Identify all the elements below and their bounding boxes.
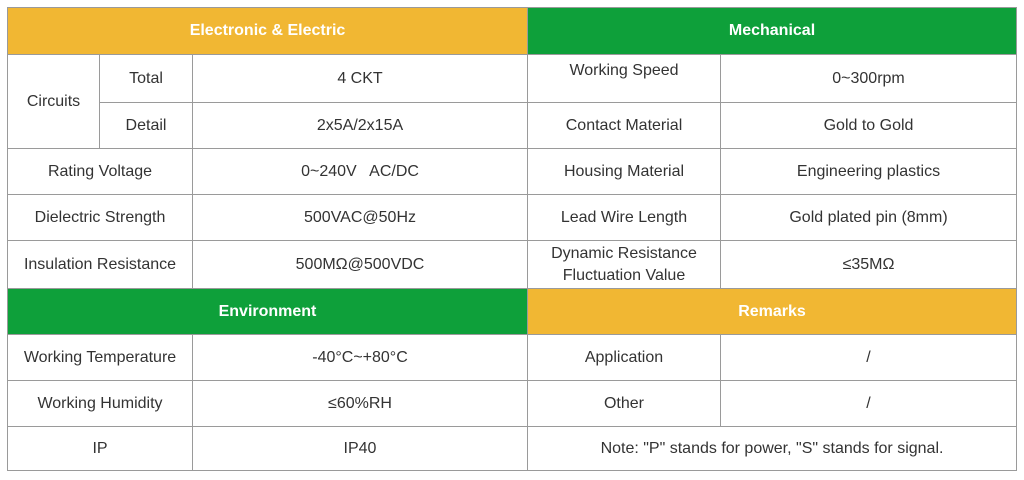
circuits-total-label: Total bbox=[100, 55, 193, 103]
table-row bbox=[8, 427, 1017, 471]
circuits-detail-label: Detail bbox=[100, 103, 193, 149]
contact-material-label: Contact Material bbox=[528, 103, 721, 149]
contact-material-value: Gold to Gold bbox=[721, 103, 1017, 149]
table-row bbox=[8, 55, 1017, 103]
table-row bbox=[8, 335, 1017, 381]
dynamic-resistance-label bbox=[528, 241, 721, 289]
dielectric-strength-value: 500VAC@50Hz bbox=[193, 195, 528, 241]
table-row bbox=[8, 149, 1017, 195]
other-value: / bbox=[721, 381, 1017, 427]
rating-voltage-value: 0~240V AC/DC bbox=[193, 149, 528, 195]
circuits-total-value: 4 CKT bbox=[193, 55, 528, 103]
application-label: Application bbox=[528, 335, 721, 381]
housing-material-label: Housing Material bbox=[528, 149, 721, 195]
ip-label: IP bbox=[8, 427, 193, 471]
working-humidity-label: Working Humidity bbox=[8, 381, 193, 427]
working-speed-value: 0~300rpm bbox=[721, 55, 1017, 103]
section-header-row bbox=[8, 8, 1017, 55]
working-temperature-value: -40°C~+80°C bbox=[193, 335, 528, 381]
remarks-note: Note: "P" stands for power, "S" stands for signal. bbox=[528, 427, 1017, 471]
working-temperature-label: Working Temperature bbox=[8, 335, 193, 381]
working-humidity-value: ≤60%RH bbox=[193, 381, 528, 427]
circuits-label: Circuits bbox=[8, 55, 100, 149]
ip-value: IP40 bbox=[193, 427, 528, 471]
section-header-row bbox=[8, 289, 1017, 335]
other-label: Other bbox=[528, 381, 721, 427]
housing-material-value: Engineering plastics bbox=[721, 149, 1017, 195]
lead-wire-length-value: Gold plated pin (8mm) bbox=[721, 195, 1017, 241]
section-header-remarks: Remarks bbox=[528, 289, 1017, 335]
specification-table bbox=[7, 7, 1017, 471]
dynamic-resistance-label-line-1: Dynamic Resistance bbox=[551, 244, 697, 262]
section-header-electronic: Electronic & Electric bbox=[8, 8, 528, 55]
insulation-resistance-value: 500MΩ@500VDC bbox=[193, 241, 528, 289]
table-row bbox=[8, 195, 1017, 241]
dynamic-resistance-value: ≤35MΩ bbox=[721, 241, 1017, 289]
working-speed-label: Working Speed bbox=[528, 55, 721, 103]
insulation-resistance-label: Insulation Resistance bbox=[8, 241, 193, 289]
lead-wire-length-label: Lead Wire Length bbox=[528, 195, 721, 241]
table-row bbox=[8, 103, 1017, 149]
section-header-mechanical: Mechanical bbox=[528, 8, 1017, 55]
table-row bbox=[8, 381, 1017, 427]
section-header-environment: Environment bbox=[8, 289, 528, 335]
application-value: / bbox=[721, 335, 1017, 381]
dynamic-resistance-label-line-2: Fluctuation Value bbox=[562, 266, 686, 284]
dielectric-strength-label: Dielectric Strength bbox=[8, 195, 193, 241]
circuits-detail-value: 2x5A/2x15A bbox=[193, 103, 528, 149]
table-row bbox=[8, 241, 1017, 289]
rating-voltage-label: Rating Voltage bbox=[8, 149, 193, 195]
spec-table-container bbox=[7, 7, 1016, 471]
